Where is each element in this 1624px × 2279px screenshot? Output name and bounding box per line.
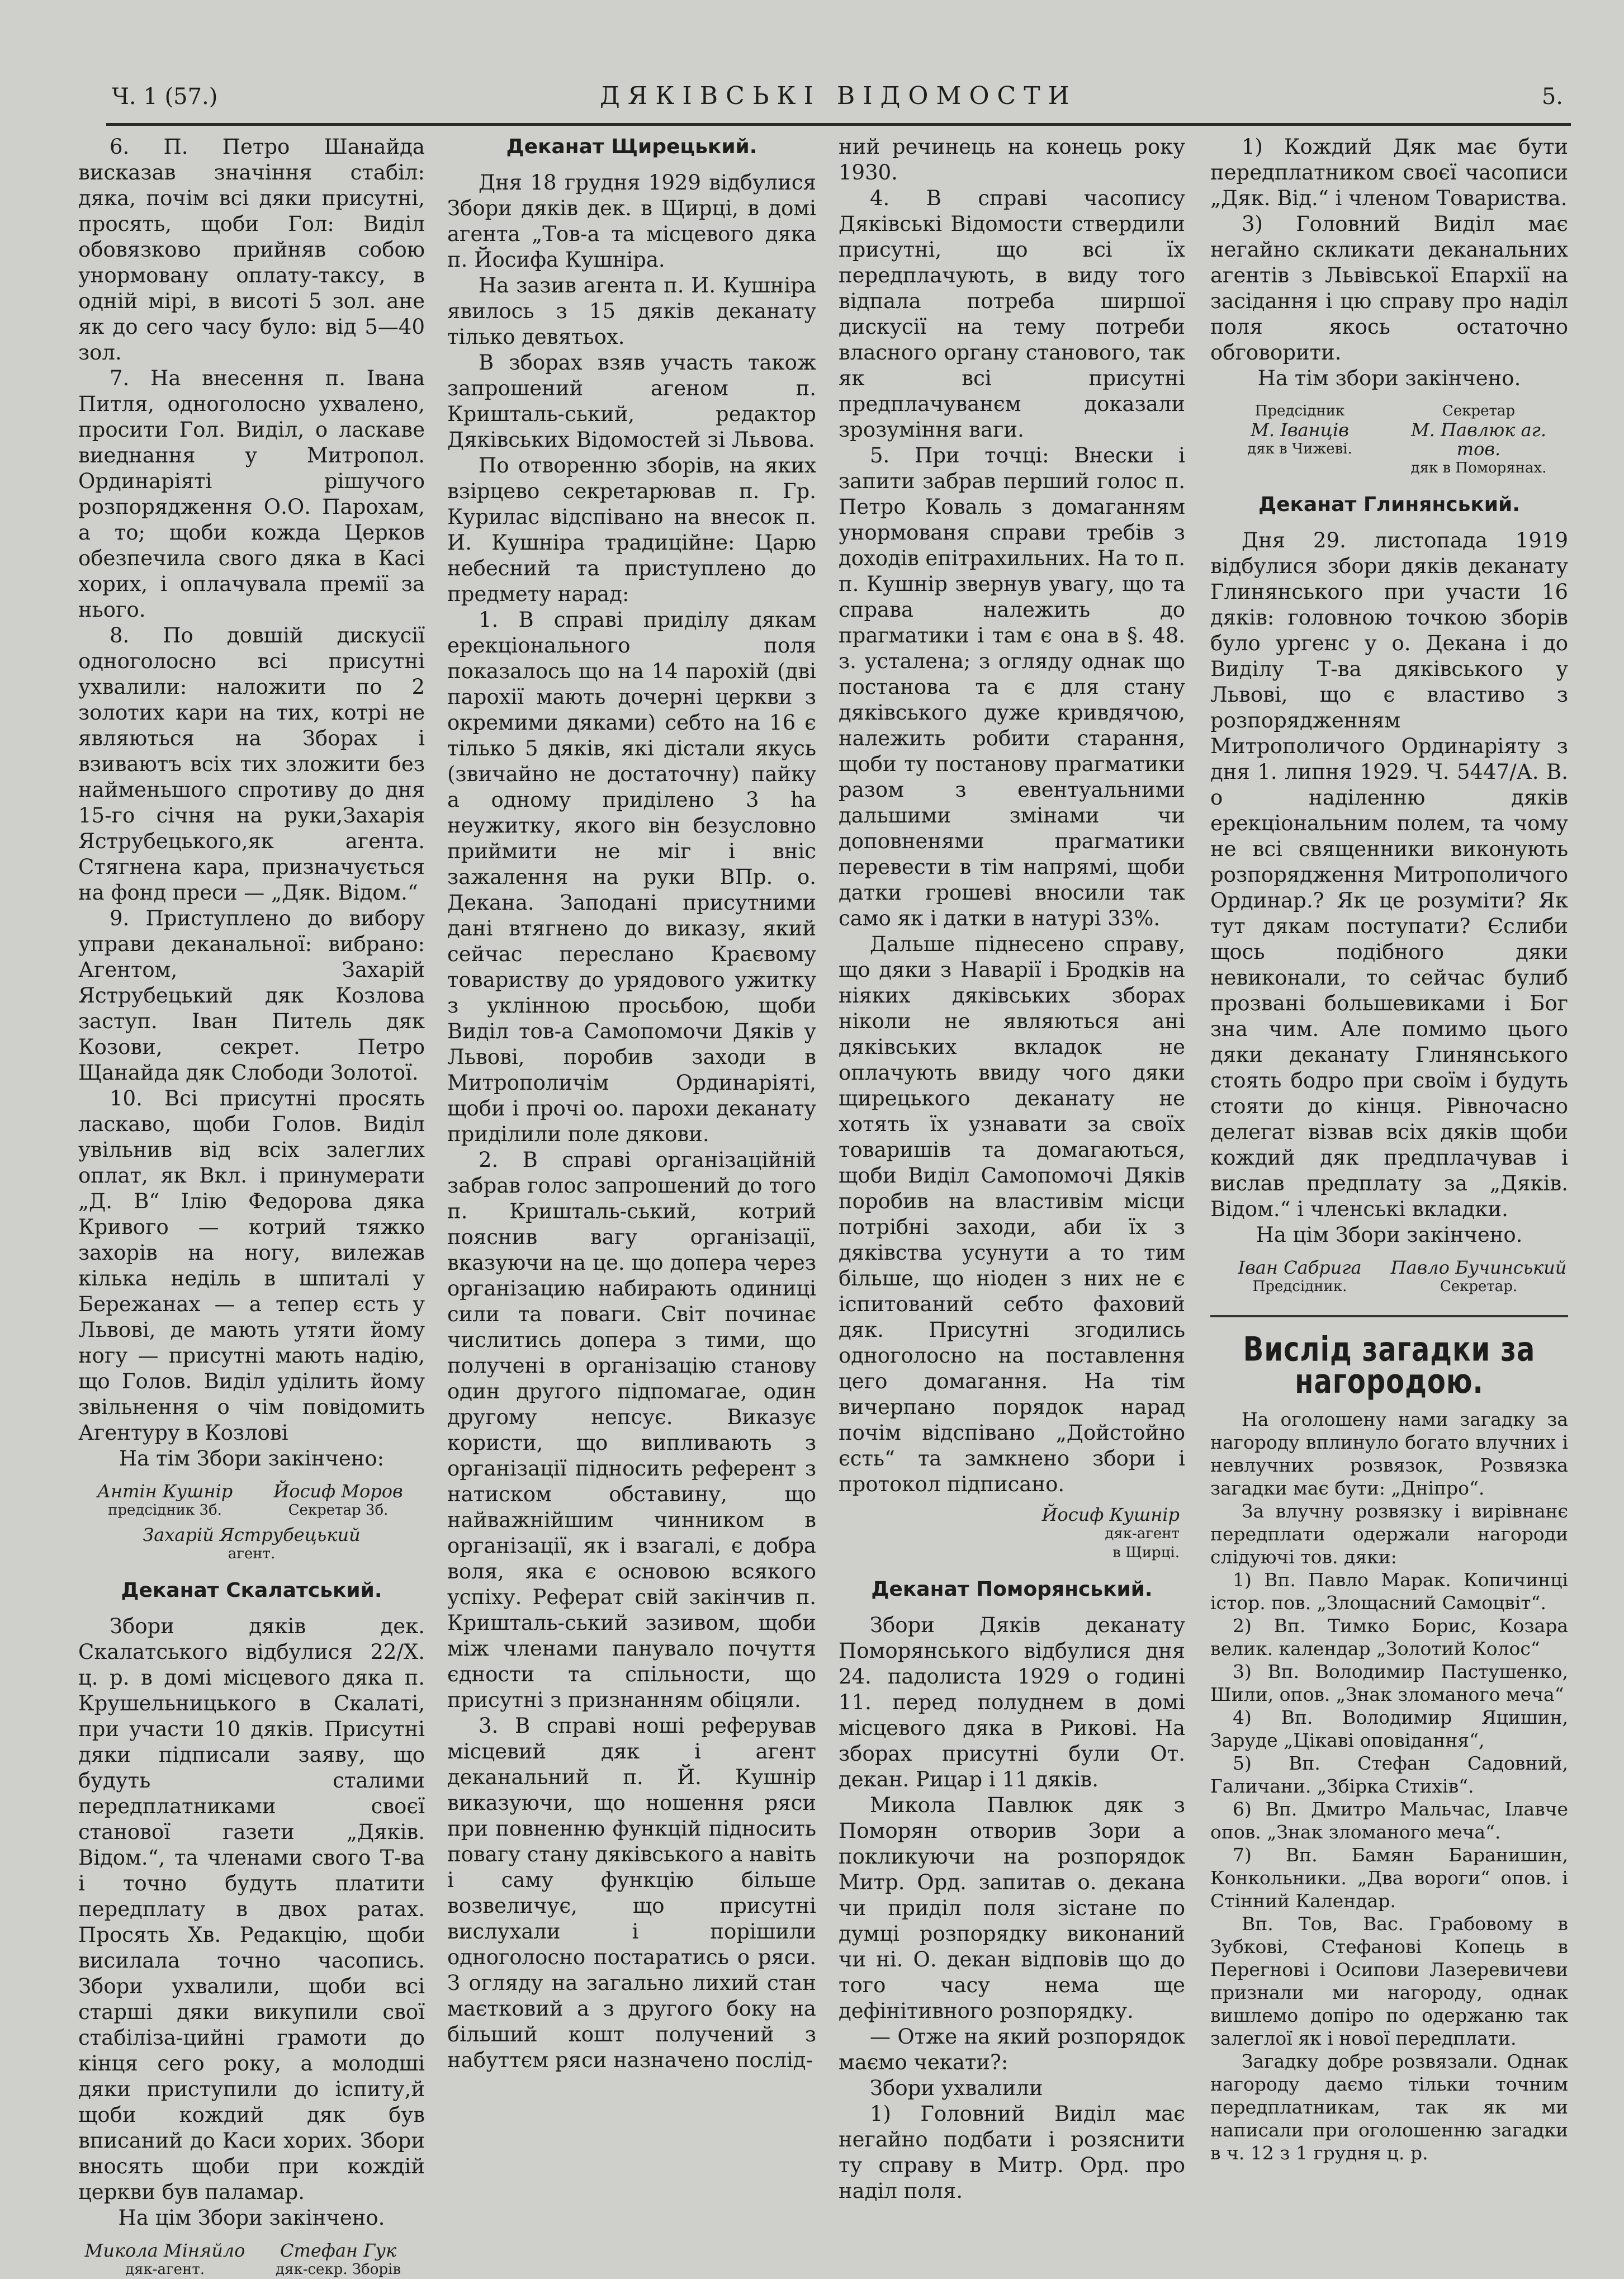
signature-role: дяк-агент	[1105, 1525, 1180, 1542]
signature-role: дяк в Чижеві.	[1247, 441, 1352, 457]
paragraph: Збори дяків дек. Скалатського відбулися 22/X. ц. р. в домі місцевого дяка п. Крушельницького в Скалаті, при участи 10 дяків. Присутні дяки підписали заяву, що будуть сталими передплатниками своєї станової газети „Дяків. Відом.“, та членами свого Т-ва і точно будуть платити передплату в двох ратах. Просять Хв. Редакцію, щоби висилала точно часопись. Збори ухвалили, щоби всі старші дяки викупили свої стабіліза-цийні грамоти до кінця сего року, а молодші дяки приступили до іспиту,й щоби кождий дяк був вписаний до Каси хорих. Збори вносять щоби при кождій церкви був паламар.	[78, 1614, 425, 2204]
list-item: 3) Вп. Володимир Пастушенко, Шили, опов. „Знак зломаного меча“	[1210, 1661, 1568, 1705]
section-heading: Деканат Скалатський.	[121, 1579, 382, 1602]
signature-role: предсідник 3б.	[108, 1502, 222, 1519]
list-item: 6) Вп. Дмитро Мальчас, Ілавче опов. „Знак зломаного меча“.	[1210, 1798, 1568, 1843]
signatures	[78, 2241, 425, 2279]
signature-role: Предсідник.	[1252, 1278, 1347, 1295]
signature-name: М. Павлюк аг. тов.	[1411, 419, 1546, 460]
list-item: 4) Вп. Володимир Яцишин, Заруде „Цікаві оповідання“,	[1210, 1706, 1568, 1751]
signature-role: дяк в Поморянах.	[1410, 460, 1547, 476]
paragraph: Дня 18 грудня 1929 відбулися Збори дяків дек. в Щирці, в домі агента „Тов-а та місцевого дяка п. Йосифа Кушніра.	[447, 171, 816, 272]
signature	[252, 2241, 425, 2279]
signature	[1210, 1258, 1389, 1296]
list-item: 2) Вп. Тимко Борис, Козара велик. календар „Золотий Колос“	[1210, 1615, 1568, 1659]
signature	[252, 1482, 425, 1520]
signature	[1389, 1258, 1568, 1296]
signature-name: Павло Бучинський	[1390, 1257, 1567, 1278]
signature	[1389, 401, 1568, 477]
signatures	[1210, 1258, 1568, 1296]
paragraph: На зазив агента п. И. Кушніра явилось з 15 дяків деканату тілько девятьох.	[447, 273, 816, 349]
paragraph: 10. Всі присутні просять ласкаво, щоби Голов. Виділ увільнив від всіх залеглих оплат, як Вкл. і принумерати „Д. В“ Ілію Федорова дяка Кривого — котрий тяжко захорів на ногу, вилежав кілька неділь в шпиталі у Бережанах — а тепер єсть у Львові, де мають утяти йому ногу — присутні мають надію, що Голов. Виділ уділить йому звільнення о чім повідомить Агентуру в Козлові	[78, 1086, 425, 1445]
signature	[78, 1482, 252, 1520]
signature-name: Іван Сабрига	[1238, 1257, 1362, 1278]
signature-name: М. Іванців	[1251, 419, 1349, 441]
signature-title: Предсідник	[1254, 403, 1345, 419]
closing-line: На тім збори закінчено.	[1257, 366, 1521, 390]
paragraph: — Отже на який розпорядок маємо чекати?:	[839, 2025, 1185, 2074]
paragraph: Загадку добре розвязали. Однак нагороду даємо тільки точним передплатникам, так як ми написали при оголошенню загадки в ч. 12 з 1 грудня ц. р.	[1210, 2050, 1568, 2164]
signature-name: Захарій Яструбецький	[143, 1524, 361, 1545]
signature-role: агент.	[228, 1545, 276, 1562]
signature-title: Секретар	[1442, 403, 1516, 419]
list-item: 5) Вп. Стефан Садовний, Галичани. „Збірка Стихів“.	[1210, 1752, 1568, 1797]
paragraph: 1. В справі приділу дякам ерекціонального поля показалось що на 14 парохій (дві парохії мають дочерні церкви з окремими дяками) себто на 16 є тілько 5 дяків, які дістали якусь (звичайно не достаточну) пайку а одному приділено 3 ha неужитку, якого він безусловно приймити не міг і вніс зажалення на руки ВПр. о. Декана. Заподані присутними дані втягнено до виказу, який сейчас переслано Краєвому товариству до урядового ужитку з уклінною просьбою, щоби Виділ тов-а Самопомочи Дяків у Львові, поробив заходи в Митрополичім Ординаріяті, щоби і прочі оо. пароxи деканату приділили поле дякови.	[447, 608, 816, 1146]
page-number: 5.	[1541, 84, 1563, 110]
signatures	[1210, 401, 1568, 477]
signature-name: Йосиф Моров	[273, 1481, 403, 1502]
divider	[1210, 1315, 1568, 1317]
paragraph: Микола Павлюк дяк з Поморян отворив Зори а покликуючи на розпорядок Митр. Орд. запитав о. декана чи приділ поля зістане по думці розпорядку виконаний чи ні. О. декан відповів що до того часу нема ще дефінітивного розпорядку.	[839, 1793, 1185, 2023]
signature	[1210, 401, 1389, 477]
signatures	[78, 1482, 425, 1520]
paragraph: 2. В справі організаційній забрав голос запрошений до того п. Кришталь-ський, котрий пояснив вагу організації, вказуючи на це. що допера через організацию набирають одиниці сили та поваги. Світ починає числитись допера з тими, що получені в організацію станову один другого підпомагае, один другому непсує. Виказує користи, що випливають з організації підносить референт з натиском обставину, що найважнійшим чинником в організації, як і взагалі, є добра воля, яка є основою всякого успіху. Реферат свій закінчив п. Кришталь-ський зазивом, щоби між членами панувало почуття єдности та спільности, що присутні з признанням обіцяли.	[447, 1148, 816, 1712]
paragraph: Дальше піднесено справу, що дяки з Наварії і Бродків на ніяких дяківських зборах ніколи не являються ані дяківських вкладок не оплачують ввиду чого дяки щирецького деканату не хотять їх узнавати за своїх товаришів та домагаються, щоби Виділ Самопомочі Дяків поробив на властивім місци потрібні заходи, аби їх з дяківства усунути а то тим більше, що ніоден з них не є іспитований себто фаховий дяк. Присутні згодились одноголосно на поставлення цего домагання. На тім вичерпано порядок нарад почім відспівано „Дойстойно єсть“ та замкнено збори і протокол підписано.	[839, 932, 1185, 1496]
paragraph: На оголошену нами загадку за нагороду вплинуло богато влучних і невлучних розвязок, Розвязка загадки має бути: „Дніпро“.	[1210, 1408, 1568, 1499]
column-1	[78, 134, 425, 2278]
paragraph: 9. Приступлено до вибору управи деканальної: вибрано: Агентом, Захарій Яструбецький дяк Козлова заступ. Іван Питель дяк Козови, секрет. Петро Щанайда дяк Слободи Золотої.	[78, 906, 425, 1085]
signature-name: Микола Міняйло	[84, 2240, 245, 2261]
signature	[839, 1505, 1180, 1562]
paragraph: Дня 29. листопада 1919 відбулися збори дяків деканату Глинянського при участи 16 дяків: головною точкою зборів було ургенс у о. Декана і до Виділу Т-ва дяківського у Львові, що є властиво з розпорядженням Митрополичого Ординаріяту з дня 1. липня 1929. Ч. 5447/А. В. о наділенню дяків ерекціональним полем, та чому не всі священники виконують розпорядження Митрополичого Ординар.? Як це розуміти? Як тут дякам поступати? Єслиби щось подібного дяки невиконали, то сейчас булиб прозвані большевиками і Бог зна чим. Але помимо цього дяки деканату Глинянського стоять бодро при своїм і будуть стояти до кінця. Рівночасно делегат візвав всіх дяків щоби кождий дяк предплачував і вислав предплату за „Дяків. Відом.“ і членські вкладки.	[1210, 528, 1568, 1221]
column-2	[447, 134, 816, 2203]
newspaper-title: ДЯКІВСЬКІ ВІДОМОСТИ	[600, 82, 1077, 110]
paragraph: Вп. Тов, Вас. Грабовому в Зубкові, Стефанові Копець в Перегнові і Осипови Лазеревичеви признали ми нагороду, однак вишлемо допіро по одержаню так залеглої як і нової передплати.	[1210, 1913, 1568, 2049]
section-heading: Деканат Щирецький.	[506, 135, 757, 158]
banner-heading: Вислід загадки за нагородою.	[1243, 1330, 1536, 1401]
paragraph: 1) Кождий Дяк має бути передплатником своєї часописи „Дяк. Від.“ і членом Товариства.	[1210, 135, 1568, 210]
paragraph: Збори ухвалили	[870, 2076, 1043, 2100]
issue-number: Ч. 1 (57.)	[112, 84, 218, 110]
signature-place: в Щирці.	[1112, 1544, 1180, 1561]
paragraph: За влучну розвязку і вирівнанє передплати одержали нагороди слідуючі тов. дяки:	[1210, 1500, 1568, 1568]
closing-line: На тім Збори закінчено:	[119, 1446, 385, 1471]
paragraph: 7. На внесення п. Івана Питля, одноголосно ухвалено, просити Гол. Виділ, о ласкаве виеднання у Митропол. Ординаріяті рішучого розпорядження О.О. Парохам, а то; щоби кожда Церков обезпечила свого дяка в Касі хорих, і оплачувала премії за нього.	[78, 366, 425, 622]
column-3	[839, 134, 1185, 2203]
signature-role: дяк-агент.	[125, 2261, 205, 2278]
paragraph: 1) Головний Виділ має негайно подбати і розяснити ту справу в Митр. Орд. про наділ поля.	[839, 2102, 1185, 2203]
section-heading: Деканат Глинянський.	[1258, 493, 1520, 516]
paragraph: 4. В справі часопису Дяківські Відомости ствердили присутні, що всі їх передплачують, в виду того відпала потреба ширшої дискусії на тему потреби власного органу станового, так як всі присутні предплачуванєм доказали зрозуміння ваги.	[839, 186, 1185, 442]
paragraph: Збори Дяків деканату Поморянського відбулися дня 24. падолиста 1929 о годині 11. перед полуднем в домі місцевого дяка в Рикові. На зборах присутні були От. декан. Рицар і 11 дяків.	[839, 1613, 1185, 1791]
paragraph: 8. По довшій дискусії одноголосно всі присутні ухвалили: наложити по 2 золотих кари на тих, котрі не являються на Зборах і взиваютъ всіх тих зложити без найменьшого спротиву до дня 15-го січня на руки,Захарія Яструбецького,як агента. Стягнена кара, призначується на фонд преси — „Дяк. Відом.“	[78, 623, 425, 905]
closing-line: На цім Збори закінчено.	[1256, 1223, 1523, 1247]
section-heading: Деканат Поморянський.	[871, 1578, 1153, 1601]
signature-name: Антін Кушнір	[97, 1481, 233, 1502]
signature-name: Йосиф Кушнір	[1041, 1504, 1180, 1525]
signature-role: дяк-секр. Зборів	[276, 2261, 401, 2278]
paragraph: 3. В справі ноші реферував місцевий дяк і агент деканальний п. Й. Кушнір виказуючи, що ношення ряси при повненню функцій підносить повагу стану дяківського а навіть і саму функцію більше возвеличує, що присутні вислухали і порішили одноголосно постаратись о ряси. З огляду на загально лихий стан маєтковий а з другого боку на більший кошт получений з набуттєм ряси назначено послід-	[447, 1714, 816, 2072]
paragraph: ний речинець на конець року 1930.	[839, 135, 1185, 185]
list-item: 7) Вп. Бамян Баранишин, Конкольники. „Два вороги“ опов. і Стінний Календар.	[1210, 1844, 1568, 1912]
signature-name: Стефан Гук	[280, 2240, 396, 2261]
paragraph: 3) Головний Виділ має негайно скликати деканальних агентів з Львівської Епархії на засідання і цю справу про наділ поля якось остаточно обговорити.	[1210, 212, 1568, 365]
page-header	[106, 78, 1571, 126]
signature-role: Секретар 3б.	[288, 1502, 389, 1519]
paragraph: 6. П. Петро Шанайда висказав значіння стабіл: дяка, почім всі дяки присутні, просять, щоби Гол: Виділ обовязково прийняв собою унормовану оплату-таксу, в одній мірі, в висоті 5 зол. ане як до сего часу було: від 5—40 зол.	[78, 135, 425, 365]
paragraph: По отворенню зборів, на яких взірцево секретарював п. Гр. Курилас відспівано на внесок п. И. Кушніра традиційне: Царю небесний та приступлено до предмету нарад:	[447, 453, 816, 606]
signature	[78, 1525, 425, 1563]
signature	[78, 2241, 252, 2279]
closing-line: На цім Збори закінчено.	[118, 2206, 385, 2230]
paragraph: 5. При точці: Внески і запити забрав перший голос п. Петро Коваль з домаганням унормованя справи требів з доходів епітрахильних. На то п. п. Кушнір звернув увагу, що та справа належить до прагматики і там є она в §. 48. з. усталена; з огляду однак що постанова та є для стану дяківського дуже кривдячою, належить робити старання, щоби ту постанову прагматики разом з евентуальними дальшими змінами чи доповненями прагматики перевести в тім напрямі, щоби датки грошеві вносили так само як і датки в натурі 33%.	[839, 443, 1185, 930]
list-item: 1) Вп. Павло Марак. Копичинці істор. пов. „Злощасний Самоцвіт“.	[1210, 1569, 1568, 1614]
paragraph: В зборах взяв участь також запрошений агеном п. Кришталь-ський, редактор Дяківських Відомостей зі Львова.	[447, 351, 816, 452]
signature-role: Секретар.	[1440, 1278, 1518, 1295]
column-4	[1210, 134, 1568, 2203]
